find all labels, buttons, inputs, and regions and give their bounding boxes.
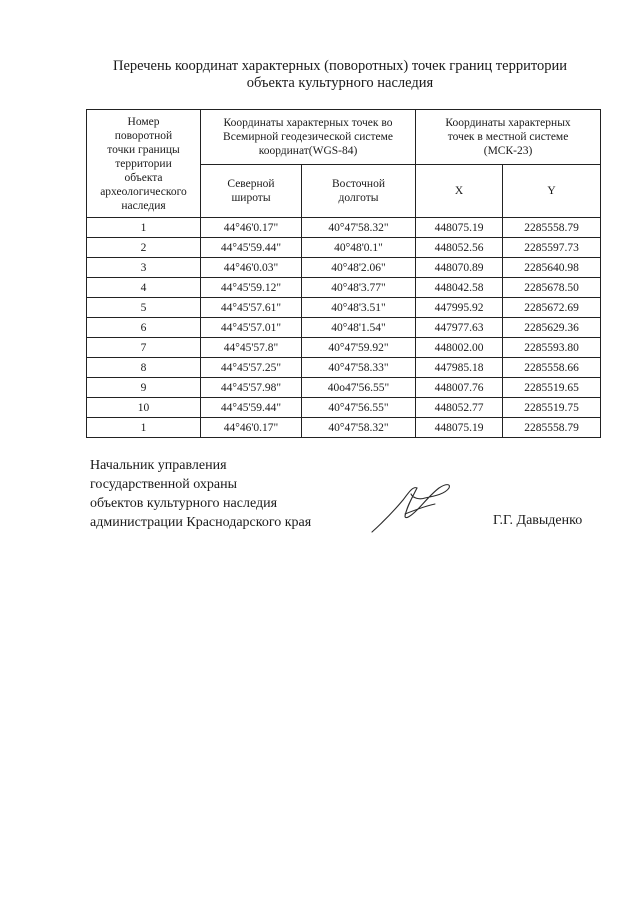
cell-north-latitude: 44°46'0.03" — [201, 258, 302, 278]
cell-y: 2285593.80 — [503, 338, 601, 358]
cell-x: 448002.00 — [416, 338, 503, 358]
cell-north-latitude: 44°45'59.12" — [201, 278, 302, 298]
cell-x: 447977.63 — [416, 318, 503, 338]
cell-x: 448052.56 — [416, 238, 503, 258]
cell-point-number: 1 — [87, 418, 201, 438]
cell-y: 2285672.69 — [503, 298, 601, 318]
header-point-number-line: Номер — [127, 115, 160, 128]
header-point-number-line: археологического — [100, 185, 187, 198]
cell-east-longitude: 40°47'58.32" — [302, 218, 416, 238]
coordinates-table — [86, 109, 601, 438]
title-line-2: объекта культурного наследия — [246, 75, 434, 91]
header-north-latitude — [201, 164, 302, 218]
cell-x: 447995.92 — [416, 298, 503, 318]
table-row — [87, 358, 601, 378]
table-row — [87, 218, 601, 238]
cell-east-longitude: 40°47'59.92" — [302, 338, 416, 358]
cell-east-longitude: 40°47'58.33" — [302, 358, 416, 378]
cell-north-latitude: 44°45'57.8" — [201, 338, 302, 358]
header-point-number-line: территории — [115, 157, 172, 170]
position-line: государственной охраны — [90, 477, 238, 492]
cell-x: 448075.19 — [416, 418, 503, 438]
header-x: X — [416, 164, 503, 218]
header-east-line: Восточной — [332, 177, 385, 190]
cell-x: 448075.19 — [416, 218, 503, 238]
coordinates-body — [87, 218, 601, 438]
cell-east-longitude: 40°48'3.51" — [302, 298, 416, 318]
header-east-line: долготы — [338, 191, 379, 204]
cell-north-latitude: 44°45'57.98" — [201, 378, 302, 398]
document-title — [60, 58, 620, 92]
cell-north-latitude: 44°45'57.01" — [201, 318, 302, 338]
cell-point-number: 3 — [87, 258, 201, 278]
header-point-number-line: наследия — [121, 199, 166, 212]
table-row — [87, 398, 601, 418]
table-row — [87, 338, 601, 358]
position-line: объектов культурного наследия — [90, 496, 278, 511]
cell-y: 2285640.98 — [503, 258, 601, 278]
cell-y: 2285519.75 — [503, 398, 601, 418]
cell-point-number: 10 — [87, 398, 201, 418]
cell-north-latitude: 44°45'57.25" — [201, 358, 302, 378]
cell-east-longitude: 40°48'1.54" — [302, 318, 416, 338]
cell-point-number: 8 — [87, 358, 201, 378]
header-msk23-line: Координаты характерных — [445, 116, 571, 129]
header-wgs84-line: Всемирной геодезической системе — [223, 130, 393, 143]
position-line: Начальник управления — [90, 458, 227, 473]
header-wgs84-line: координат(WGS-84) — [258, 144, 358, 157]
header-point-number-line: поворотной — [114, 129, 173, 142]
cell-y: 2285597.73 — [503, 238, 601, 258]
cell-x: 448070.89 — [416, 258, 503, 278]
title-line-1: Перечень координат характерных (поворотных) точек границ территории — [112, 58, 568, 74]
cell-north-latitude: 44°46'0.17" — [201, 418, 302, 438]
header-east-longitude — [302, 164, 416, 218]
cell-y: 2285558.79 — [503, 218, 601, 238]
cell-north-latitude: 44°46'0.17" — [201, 218, 302, 238]
cell-point-number: 7 — [87, 338, 201, 358]
header-north-line: широты — [231, 191, 271, 204]
cell-x: 447985.18 — [416, 358, 503, 378]
header-y: Y — [503, 164, 601, 218]
cell-east-longitude: 40°48'2.06" — [302, 258, 416, 278]
header-wgs84-line: Координаты характерных точек во — [223, 116, 393, 129]
cell-x: 448042.58 — [416, 278, 503, 298]
header-point-number-line: точки границы — [107, 143, 180, 156]
cell-east-longitude: 40°48'0.1" — [302, 238, 416, 258]
signer-name: Г.Г. Давыденко — [493, 513, 583, 528]
header-msk23-line: (МСК-23) — [483, 144, 533, 157]
table-row — [87, 378, 601, 398]
cell-north-latitude: 44°45'59.44" — [201, 238, 302, 258]
cell-east-longitude: 40°48'3.77" — [302, 278, 416, 298]
signatory-position — [90, 456, 311, 532]
table-row — [87, 318, 601, 338]
header-point-number-line: объекта — [124, 171, 163, 184]
table-row — [87, 418, 601, 438]
cell-x: 448007.76 — [416, 378, 503, 398]
table-row — [87, 298, 601, 318]
table-row — [87, 238, 601, 258]
position-line: администрации Краснодарского края — [90, 515, 312, 530]
cell-north-latitude: 44°45'59.44" — [201, 398, 302, 418]
handwritten-signature — [367, 480, 457, 536]
header-north-line: Северной — [227, 177, 275, 190]
cell-y: 2285558.66 — [503, 358, 601, 378]
cell-point-number: 6 — [87, 318, 201, 338]
cell-y: 2285558.79 — [503, 418, 601, 438]
cell-point-number: 5 — [87, 298, 201, 318]
header-msk23-line: точек в местной системе — [447, 130, 569, 143]
cell-east-longitude: 40°47'58.32" — [302, 418, 416, 438]
cell-y: 2285629.36 — [503, 318, 601, 338]
cell-y: 2285678.50 — [503, 278, 601, 298]
cell-point-number: 2 — [87, 238, 201, 258]
header-point-number — [87, 110, 201, 218]
cell-point-number: 4 — [87, 278, 201, 298]
cell-point-number: 1 — [87, 218, 201, 238]
header-msk23-group — [416, 110, 601, 165]
table-row — [87, 278, 601, 298]
cell-y: 2285519.65 — [503, 378, 601, 398]
header-wgs84-group — [201, 110, 416, 165]
table-row — [87, 258, 601, 278]
cell-east-longitude: 40o47'56.55" — [302, 378, 416, 398]
cell-point-number: 9 — [87, 378, 201, 398]
cell-east-longitude: 40°47'56.55" — [302, 398, 416, 418]
cell-x: 448052.77 — [416, 398, 503, 418]
cell-north-latitude: 44°45'57.61" — [201, 298, 302, 318]
